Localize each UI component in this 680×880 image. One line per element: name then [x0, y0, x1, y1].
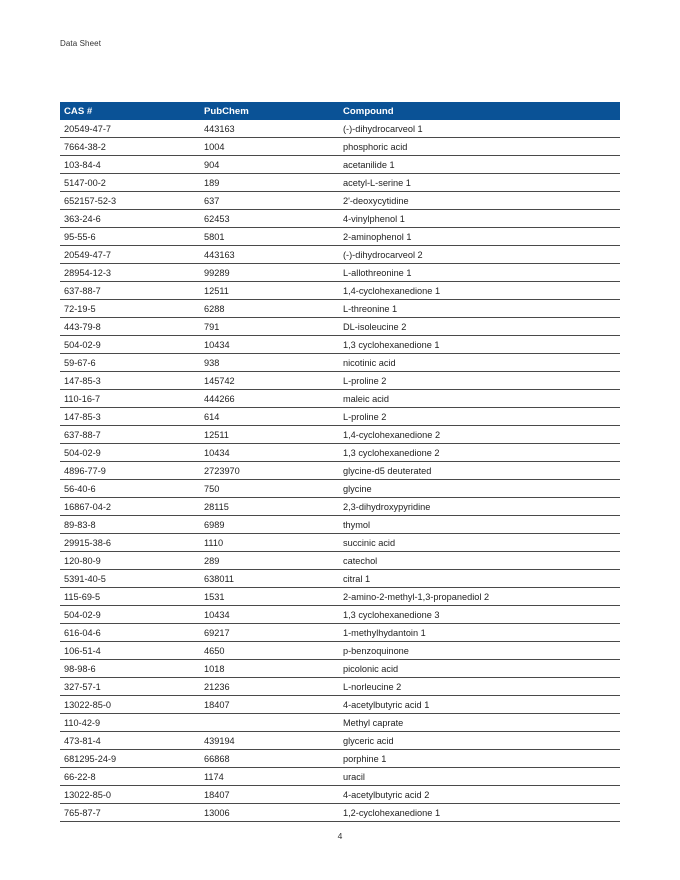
table-row	[60, 570, 620, 588]
pubchem-id-cell: 6288	[200, 300, 339, 318]
compound-name-cell: acetyl-L-serine 1	[339, 174, 620, 192]
cas-number-cell: 103-84-4	[60, 156, 200, 174]
cas-number-cell: 443-79-8	[60, 318, 200, 336]
pubchem-id-cell: 10434	[200, 606, 339, 624]
compound-name-cell: 2-aminophenol 1	[339, 228, 620, 246]
cas-number-cell: 637-88-7	[60, 426, 200, 444]
pubchem-id-cell: 18407	[200, 696, 339, 714]
cas-number-cell: 147-85-3	[60, 408, 200, 426]
cas-number-cell: 652157-52-3	[60, 192, 200, 210]
table-row	[60, 228, 620, 246]
pubchem-id-cell: 66868	[200, 750, 339, 768]
compound-name-cell: porphine 1	[339, 750, 620, 768]
pubchem-id-cell: 1110	[200, 534, 339, 552]
cas-number-cell: 98-98-6	[60, 660, 200, 678]
compound-name-cell: 2,3-dihydroxypyridine	[339, 498, 620, 516]
cas-number-cell: 115-69-5	[60, 588, 200, 606]
cas-number-cell: 363-24-6	[60, 210, 200, 228]
compound-name-cell: 1,4-cyclohexanedione 2	[339, 426, 620, 444]
table-row	[60, 372, 620, 390]
compound-name-cell: 1,3 cyclohexanedione 2	[339, 444, 620, 462]
cas-number-cell: 29915-38-6	[60, 534, 200, 552]
compound-name-cell: (-)-dihydrocarveol 2	[339, 246, 620, 264]
column-header-cas: CAS #	[60, 102, 200, 120]
table-row	[60, 444, 620, 462]
table-row	[60, 426, 620, 444]
cas-number-cell: 106-51-4	[60, 642, 200, 660]
table-row	[60, 606, 620, 624]
pubchem-id-cell: 638011	[200, 570, 339, 588]
table-row	[60, 210, 620, 228]
table-row	[60, 516, 620, 534]
cas-number-cell: 5391-40-5	[60, 570, 200, 588]
cas-number-cell: 504-02-9	[60, 444, 200, 462]
cas-number-cell: 110-42-9	[60, 714, 200, 732]
pubchem-id-cell: 443163	[200, 120, 339, 138]
table-row	[60, 246, 620, 264]
table-row	[60, 804, 620, 822]
cas-number-cell: 13022-85-0	[60, 786, 200, 804]
compound-name-cell: phosphoric acid	[339, 138, 620, 156]
table-row	[60, 192, 620, 210]
compound-name-cell: Methyl caprate	[339, 714, 620, 732]
pubchem-id-cell: 99289	[200, 264, 339, 282]
pubchem-id-cell: 614	[200, 408, 339, 426]
table-row	[60, 786, 620, 804]
pubchem-id-cell: 1004	[200, 138, 339, 156]
table-row	[60, 156, 620, 174]
compound-name-cell: glycine	[339, 480, 620, 498]
table-row	[60, 642, 620, 660]
cas-number-cell: 20549-47-7	[60, 246, 200, 264]
cas-number-cell: 681295-24-9	[60, 750, 200, 768]
pubchem-id-cell: 1018	[200, 660, 339, 678]
column-header-compound: Compound	[339, 102, 620, 120]
table-row	[60, 408, 620, 426]
cas-number-cell: 637-88-7	[60, 282, 200, 300]
table-row	[60, 750, 620, 768]
table-row	[60, 624, 620, 642]
compound-name-cell: glyceric acid	[339, 732, 620, 750]
table-row	[60, 264, 620, 282]
pubchem-id-cell: 189	[200, 174, 339, 192]
pubchem-id-cell: 12511	[200, 282, 339, 300]
table-body	[60, 120, 620, 822]
pubchem-id-cell: 444266	[200, 390, 339, 408]
table-row	[60, 120, 620, 138]
pubchem-id-cell: 12511	[200, 426, 339, 444]
compound-name-cell: 2-amino-2-methyl-1,3-propanediol 2	[339, 588, 620, 606]
table-row	[60, 714, 620, 732]
compound-name-cell: catechol	[339, 552, 620, 570]
table-row	[60, 768, 620, 786]
pubchem-id-cell: 10434	[200, 444, 339, 462]
compound-name-cell: citral 1	[339, 570, 620, 588]
table-row	[60, 300, 620, 318]
pubchem-id-cell: 21236	[200, 678, 339, 696]
table-row	[60, 696, 620, 714]
compound-name-cell: thymol	[339, 516, 620, 534]
cas-number-cell: 616-04-6	[60, 624, 200, 642]
pubchem-id-cell: 289	[200, 552, 339, 570]
cas-number-cell: 66-22-8	[60, 768, 200, 786]
table-row	[60, 282, 620, 300]
table-row	[60, 318, 620, 336]
cas-number-cell: 28954-12-3	[60, 264, 200, 282]
cas-number-cell: 765-87-7	[60, 804, 200, 822]
cas-number-cell: 504-02-9	[60, 606, 200, 624]
pubchem-id-cell: 443163	[200, 246, 339, 264]
cas-number-cell: 327-57-1	[60, 678, 200, 696]
compound-name-cell: 1-methylhydantoin 1	[339, 624, 620, 642]
cas-number-cell: 95-55-6	[60, 228, 200, 246]
compound-name-cell: 1,3 cyclohexanedione 3	[339, 606, 620, 624]
pubchem-id-cell: 1531	[200, 588, 339, 606]
compound-name-cell: 4-vinylphenol 1	[339, 210, 620, 228]
pubchem-id-cell: 4650	[200, 642, 339, 660]
compound-name-cell: succinic acid	[339, 534, 620, 552]
table-row	[60, 534, 620, 552]
column-header-pubchem: PubChem	[200, 102, 339, 120]
pubchem-id-cell: 2723970	[200, 462, 339, 480]
compound-name-cell: glycine-d5 deuterated	[339, 462, 620, 480]
compound-name-cell: nicotinic acid	[339, 354, 620, 372]
pubchem-id-cell: 62453	[200, 210, 339, 228]
pubchem-id-cell: 18407	[200, 786, 339, 804]
cas-number-cell: 473-81-4	[60, 732, 200, 750]
table-row	[60, 552, 620, 570]
table-row	[60, 480, 620, 498]
table-row	[60, 336, 620, 354]
pubchem-id-cell: 10434	[200, 336, 339, 354]
compound-name-cell: 1,4-cyclohexanedione 1	[339, 282, 620, 300]
pubchem-id-cell	[200, 714, 339, 732]
cas-number-cell: 59-67-6	[60, 354, 200, 372]
compound-name-cell: 1,2-cyclohexanedione 1	[339, 804, 620, 822]
compound-name-cell: picolonic acid	[339, 660, 620, 678]
cas-number-cell: 13022-85-0	[60, 696, 200, 714]
table-header-row	[60, 102, 620, 120]
table-row	[60, 390, 620, 408]
pubchem-id-cell: 1174	[200, 768, 339, 786]
pubchem-id-cell: 6989	[200, 516, 339, 534]
compound-name-cell: 1,3 cyclohexanedione 1	[339, 336, 620, 354]
cas-number-cell: 504-02-9	[60, 336, 200, 354]
compound-name-cell: uracil	[339, 768, 620, 786]
cas-number-cell: 56-40-6	[60, 480, 200, 498]
pubchem-id-cell: 145742	[200, 372, 339, 390]
cas-number-cell: 16867-04-2	[60, 498, 200, 516]
compound-name-cell: acetanilide 1	[339, 156, 620, 174]
cas-number-cell: 120-80-9	[60, 552, 200, 570]
compound-name-cell: (-)-dihydrocarveol 1	[339, 120, 620, 138]
compound-name-cell: L-allothreonine 1	[339, 264, 620, 282]
table-row	[60, 660, 620, 678]
compound-name-cell: 4-acetylbutyric acid 1	[339, 696, 620, 714]
pubchem-id-cell: 28115	[200, 498, 339, 516]
pubchem-id-cell: 5801	[200, 228, 339, 246]
table-row	[60, 354, 620, 372]
table-row	[60, 138, 620, 156]
pubchem-id-cell: 69217	[200, 624, 339, 642]
compound-table	[60, 102, 620, 822]
cas-number-cell: 89-83-8	[60, 516, 200, 534]
compound-name-cell: L-proline 2	[339, 372, 620, 390]
document-header: Data Sheet	[60, 39, 102, 48]
compound-name-cell: 4-acetylbutyric acid 2	[339, 786, 620, 804]
table-row	[60, 462, 620, 480]
cas-number-cell: 20549-47-7	[60, 120, 200, 138]
compound-name-cell: maleic acid	[339, 390, 620, 408]
table-row	[60, 732, 620, 750]
cas-number-cell: 72-19-5	[60, 300, 200, 318]
compound-name-cell: L-threonine 1	[339, 300, 620, 318]
compound-name-cell: L-norleucine 2	[339, 678, 620, 696]
pubchem-id-cell: 904	[200, 156, 339, 174]
pubchem-id-cell: 791	[200, 318, 339, 336]
pubchem-id-cell: 439194	[200, 732, 339, 750]
table-row	[60, 174, 620, 192]
page-number: 4	[337, 831, 343, 841]
cas-number-cell: 7664-38-2	[60, 138, 200, 156]
cas-number-cell: 5147-00-2	[60, 174, 200, 192]
compound-name-cell: 2'-deoxycytidine	[339, 192, 620, 210]
table-row	[60, 498, 620, 516]
compound-name-cell: p-benzoquinone	[339, 642, 620, 660]
pubchem-id-cell: 637	[200, 192, 339, 210]
cas-number-cell: 110-16-7	[60, 390, 200, 408]
pubchem-id-cell: 750	[200, 480, 339, 498]
cas-number-cell: 147-85-3	[60, 372, 200, 390]
table-row	[60, 588, 620, 606]
pubchem-id-cell: 938	[200, 354, 339, 372]
compound-name-cell: DL-isoleucine 2	[339, 318, 620, 336]
cas-number-cell: 4896-77-9	[60, 462, 200, 480]
table-row	[60, 678, 620, 696]
pubchem-id-cell: 13006	[200, 804, 339, 822]
compound-name-cell: L-proline 2	[339, 408, 620, 426]
